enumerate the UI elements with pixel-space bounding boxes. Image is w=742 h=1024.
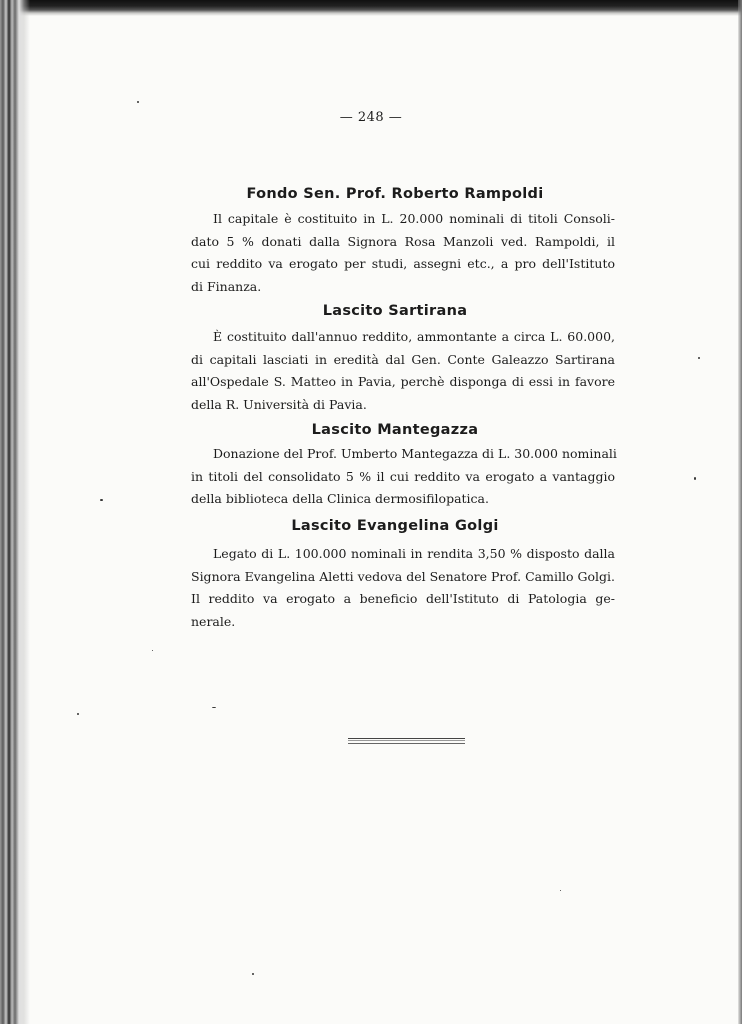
paragraph-line: in titoli del consolidato 5 % il cui reddito va erogato a vantaggio — [191, 468, 615, 484]
scan-speck — [77, 713, 79, 715]
paragraph-line: Donazione del Prof. Umberto Mantegazza di L. 30.000 nominali — [213, 446, 617, 461]
section-heading-golgi: Lascito Evangelina Golgi — [291, 518, 499, 534]
scan-speck — [694, 477, 696, 480]
paragraph-line: dato 5 % donati dalla Signora Rosa Manzoli ved. Rampoldi, il — [191, 233, 615, 249]
section-heading-mantegazza: Lascito Mantegazza — [311, 422, 479, 438]
paragraph-line: Il capitale è costituito in L. 20.000 nominali di titoli Consoli- — [213, 211, 615, 226]
paragraph-line: Signora Evangelina Aletti vedova del Senatore Prof. Camillo Golgi. — [191, 568, 615, 584]
section-heading-rampoldi: Fondo Sen. Prof. Roberto Rampoldi — [246, 186, 544, 202]
scan-speck — [698, 357, 700, 359]
paragraph-line: Il reddito va erogato a beneficio dell'Istituto di Patologia ge- — [191, 591, 615, 606]
page-number: — 248 — — [339, 110, 403, 125]
section-heading-sartirana: Lascito Sartirana — [322, 303, 468, 319]
paragraph-line: all'Ospedale S. Matteo in Pavia, perchè disponga di essi in favore — [191, 374, 615, 389]
scan-speck — [212, 707, 216, 708]
scan-left-edge — [0, 0, 30, 1024]
paragraph-line: cui reddito va erogato per studi, assegni etc., a pro dell'Istituto — [191, 256, 615, 271]
paragraph-line: di capitali lasciati in eredità dal Gen. Conte Galeazzo Sartirana — [191, 351, 615, 367]
paragraph-line: della R. Università di Pavia. — [191, 396, 367, 412]
scan-speck — [560, 890, 561, 891]
scan-speck — [252, 973, 254, 975]
paragraph-line: di Finanza. — [191, 278, 262, 294]
scan-top-edge — [0, 0, 742, 16]
scan-speck — [100, 499, 103, 501]
paragraph-line: È costituito dall'annuo reddito, ammontante a circa L. 60.000, — [213, 329, 615, 344]
section-paragraph-sartirana — [191, 326, 615, 416]
paragraph-line: Legato di L. 100.000 nominali in rendita 3,50 % disposto dalla — [213, 546, 615, 561]
scan-right-edge — [738, 0, 742, 1024]
section-paragraph-rampoldi — [191, 208, 615, 298]
section-paragraph-golgi — [191, 543, 615, 633]
paragraph-line: della biblioteca della Clinica dermosifilopatica. — [191, 491, 489, 506]
paragraph-line: nerale. — [191, 613, 236, 629]
section-paragraph-mantegazza — [191, 443, 615, 511]
scan-speck — [137, 101, 139, 103]
scan-speck — [152, 650, 153, 651]
end-divider — [348, 738, 465, 744]
end-divider-inner — [348, 740, 465, 741]
